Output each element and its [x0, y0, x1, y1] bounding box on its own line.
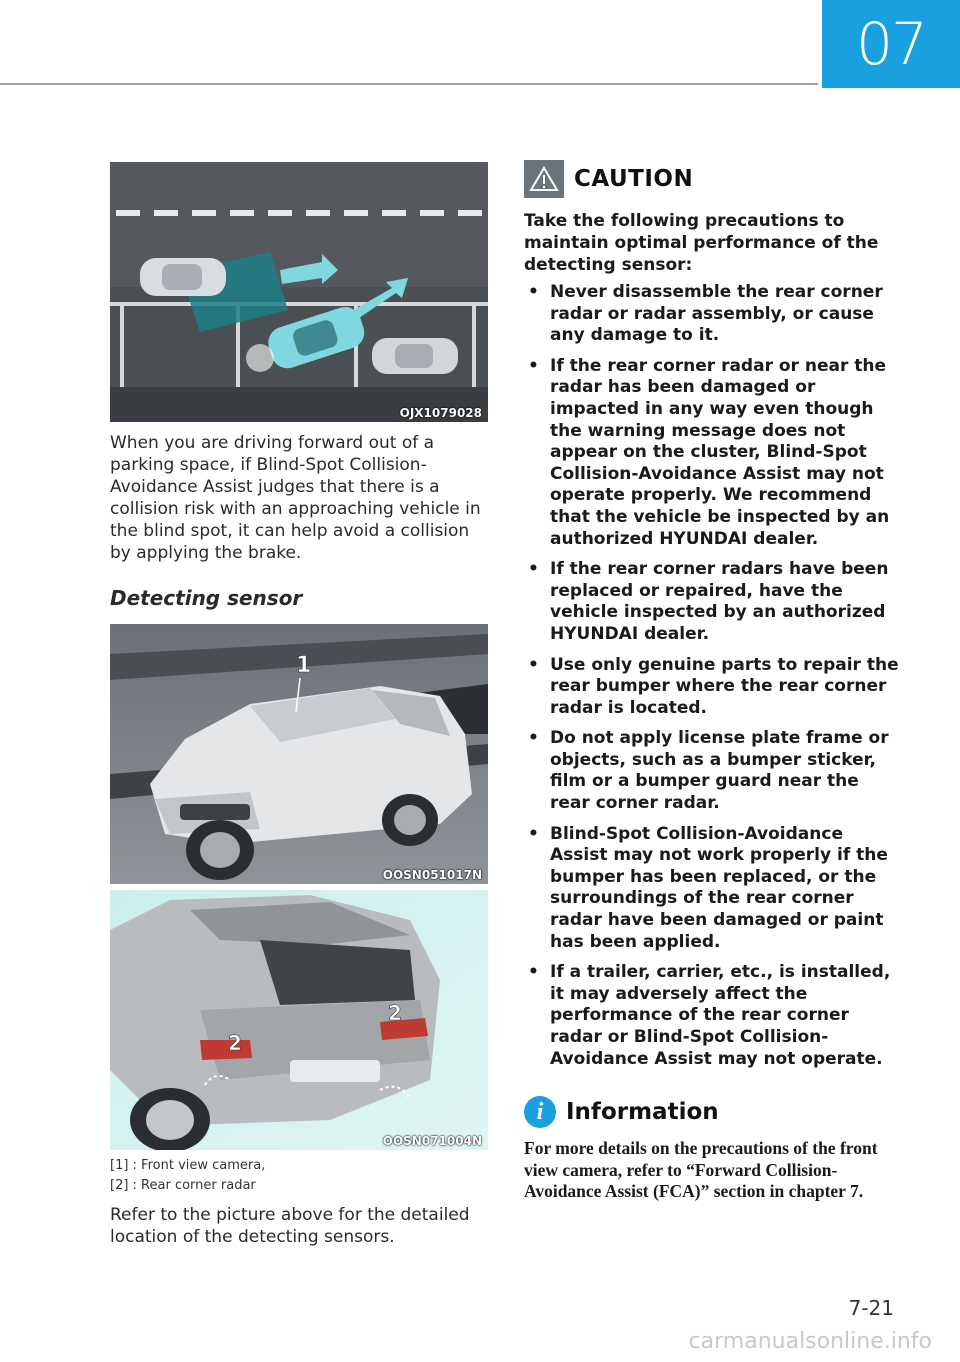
front-car-illustration	[110, 624, 488, 884]
chapter-tab	[822, 0, 960, 88]
caution-item: • Never disassemble the rear corner radar or radar assembly, or cause any damage to it.	[528, 282, 883, 346]
callout-2-right: 2	[388, 1001, 402, 1025]
watermark	[0, 1322, 960, 1362]
caution-item: • If the rear corner radars have been replaced or repaired, have the vehicle inspected by an authorized HYUNDAI dealer.	[528, 559, 889, 644]
left-column	[110, 162, 488, 1248]
caution-item: • Use only genuine parts to repair the rear bumper where the rear corner radar is located.	[528, 654, 899, 718]
legend-item: [2] : Rear corner radar	[110, 1178, 256, 1193]
caution-list	[524, 282, 904, 1070]
caution-header	[524, 160, 904, 198]
figure-code: OOSN071004N	[382, 1134, 482, 1148]
callout-1: 1	[296, 653, 312, 678]
figure-code: OJX1079028	[399, 406, 482, 420]
caution-item: • Blind-Spot Collision-Avoidance Assist may not work properly if the bumper has been replaced, or the surroundings of the rear corner radar have been damaged or paint has been applied.	[528, 823, 888, 952]
caution-item: • Do not apply license plate frame or objects, such as a bumper sticker, film or a bumper guard near the rear corner radar.	[528, 728, 889, 814]
caution-title: CAUTION	[574, 166, 694, 192]
rear-car-illustration	[110, 890, 488, 1150]
sensor-location-paragraph: Refer to the picture above for the detailed location of the detecting sensors.	[110, 1205, 470, 1247]
page-number: 7-21	[848, 1296, 894, 1320]
caution-item: • If a trailer, carrier, etc., is installed, it may adversely affect the performance of the rear corner radar or Blind-Spot Collision-Avoidance Assist may not operate.	[528, 962, 891, 1069]
parking-exit-figure	[110, 162, 488, 422]
info-icon: i	[524, 1096, 556, 1128]
watermark-text: carmanualsonline.info	[688, 1329, 932, 1354]
parking-exit-illustration	[110, 162, 488, 422]
front-camera-figure	[110, 624, 488, 884]
figure-legend	[110, 1156, 488, 1196]
information-text: For more details on the precautions of the front view camera, refer to “Forward Collision-Avoidance Assist (FCA)” section in chapter 7.	[524, 1138, 878, 1202]
legend-item: [1] : Front view camera,	[110, 1158, 266, 1173]
figure-code: OOSN051017N	[382, 868, 482, 882]
chapter-number: 07	[856, 10, 926, 78]
intro-paragraph: When you are driving forward out of a parking space, if Blind-Spot Collision-Avoidance Assist judges that there is a collision risk with an approaching vehicle in the blind spot, it can help avoid a collision by applying the brake.	[110, 433, 481, 563]
information-header	[524, 1096, 904, 1128]
section-title: Detecting sensor	[110, 586, 303, 610]
header-rule	[0, 83, 818, 85]
caution-intro: Take the following precautions to maintain optimal performance of the detecting sensor:	[524, 211, 879, 275]
right-column	[524, 160, 904, 1203]
callout-2-left: 2	[228, 1031, 242, 1055]
information-title: Information	[566, 1099, 719, 1126]
caution-item: • If the rear corner radar or near the radar has been damaged or impacted in any way even though the warning message does not appear on the cluster, Blind-Spot Collision-Avoidance Assist may not operate properly. We recommend that the vehicle be inspected by an authorized HYUNDAI dealer.	[528, 355, 890, 549]
rear-radar-figure	[110, 890, 488, 1150]
warning-triangle-icon	[524, 160, 564, 198]
